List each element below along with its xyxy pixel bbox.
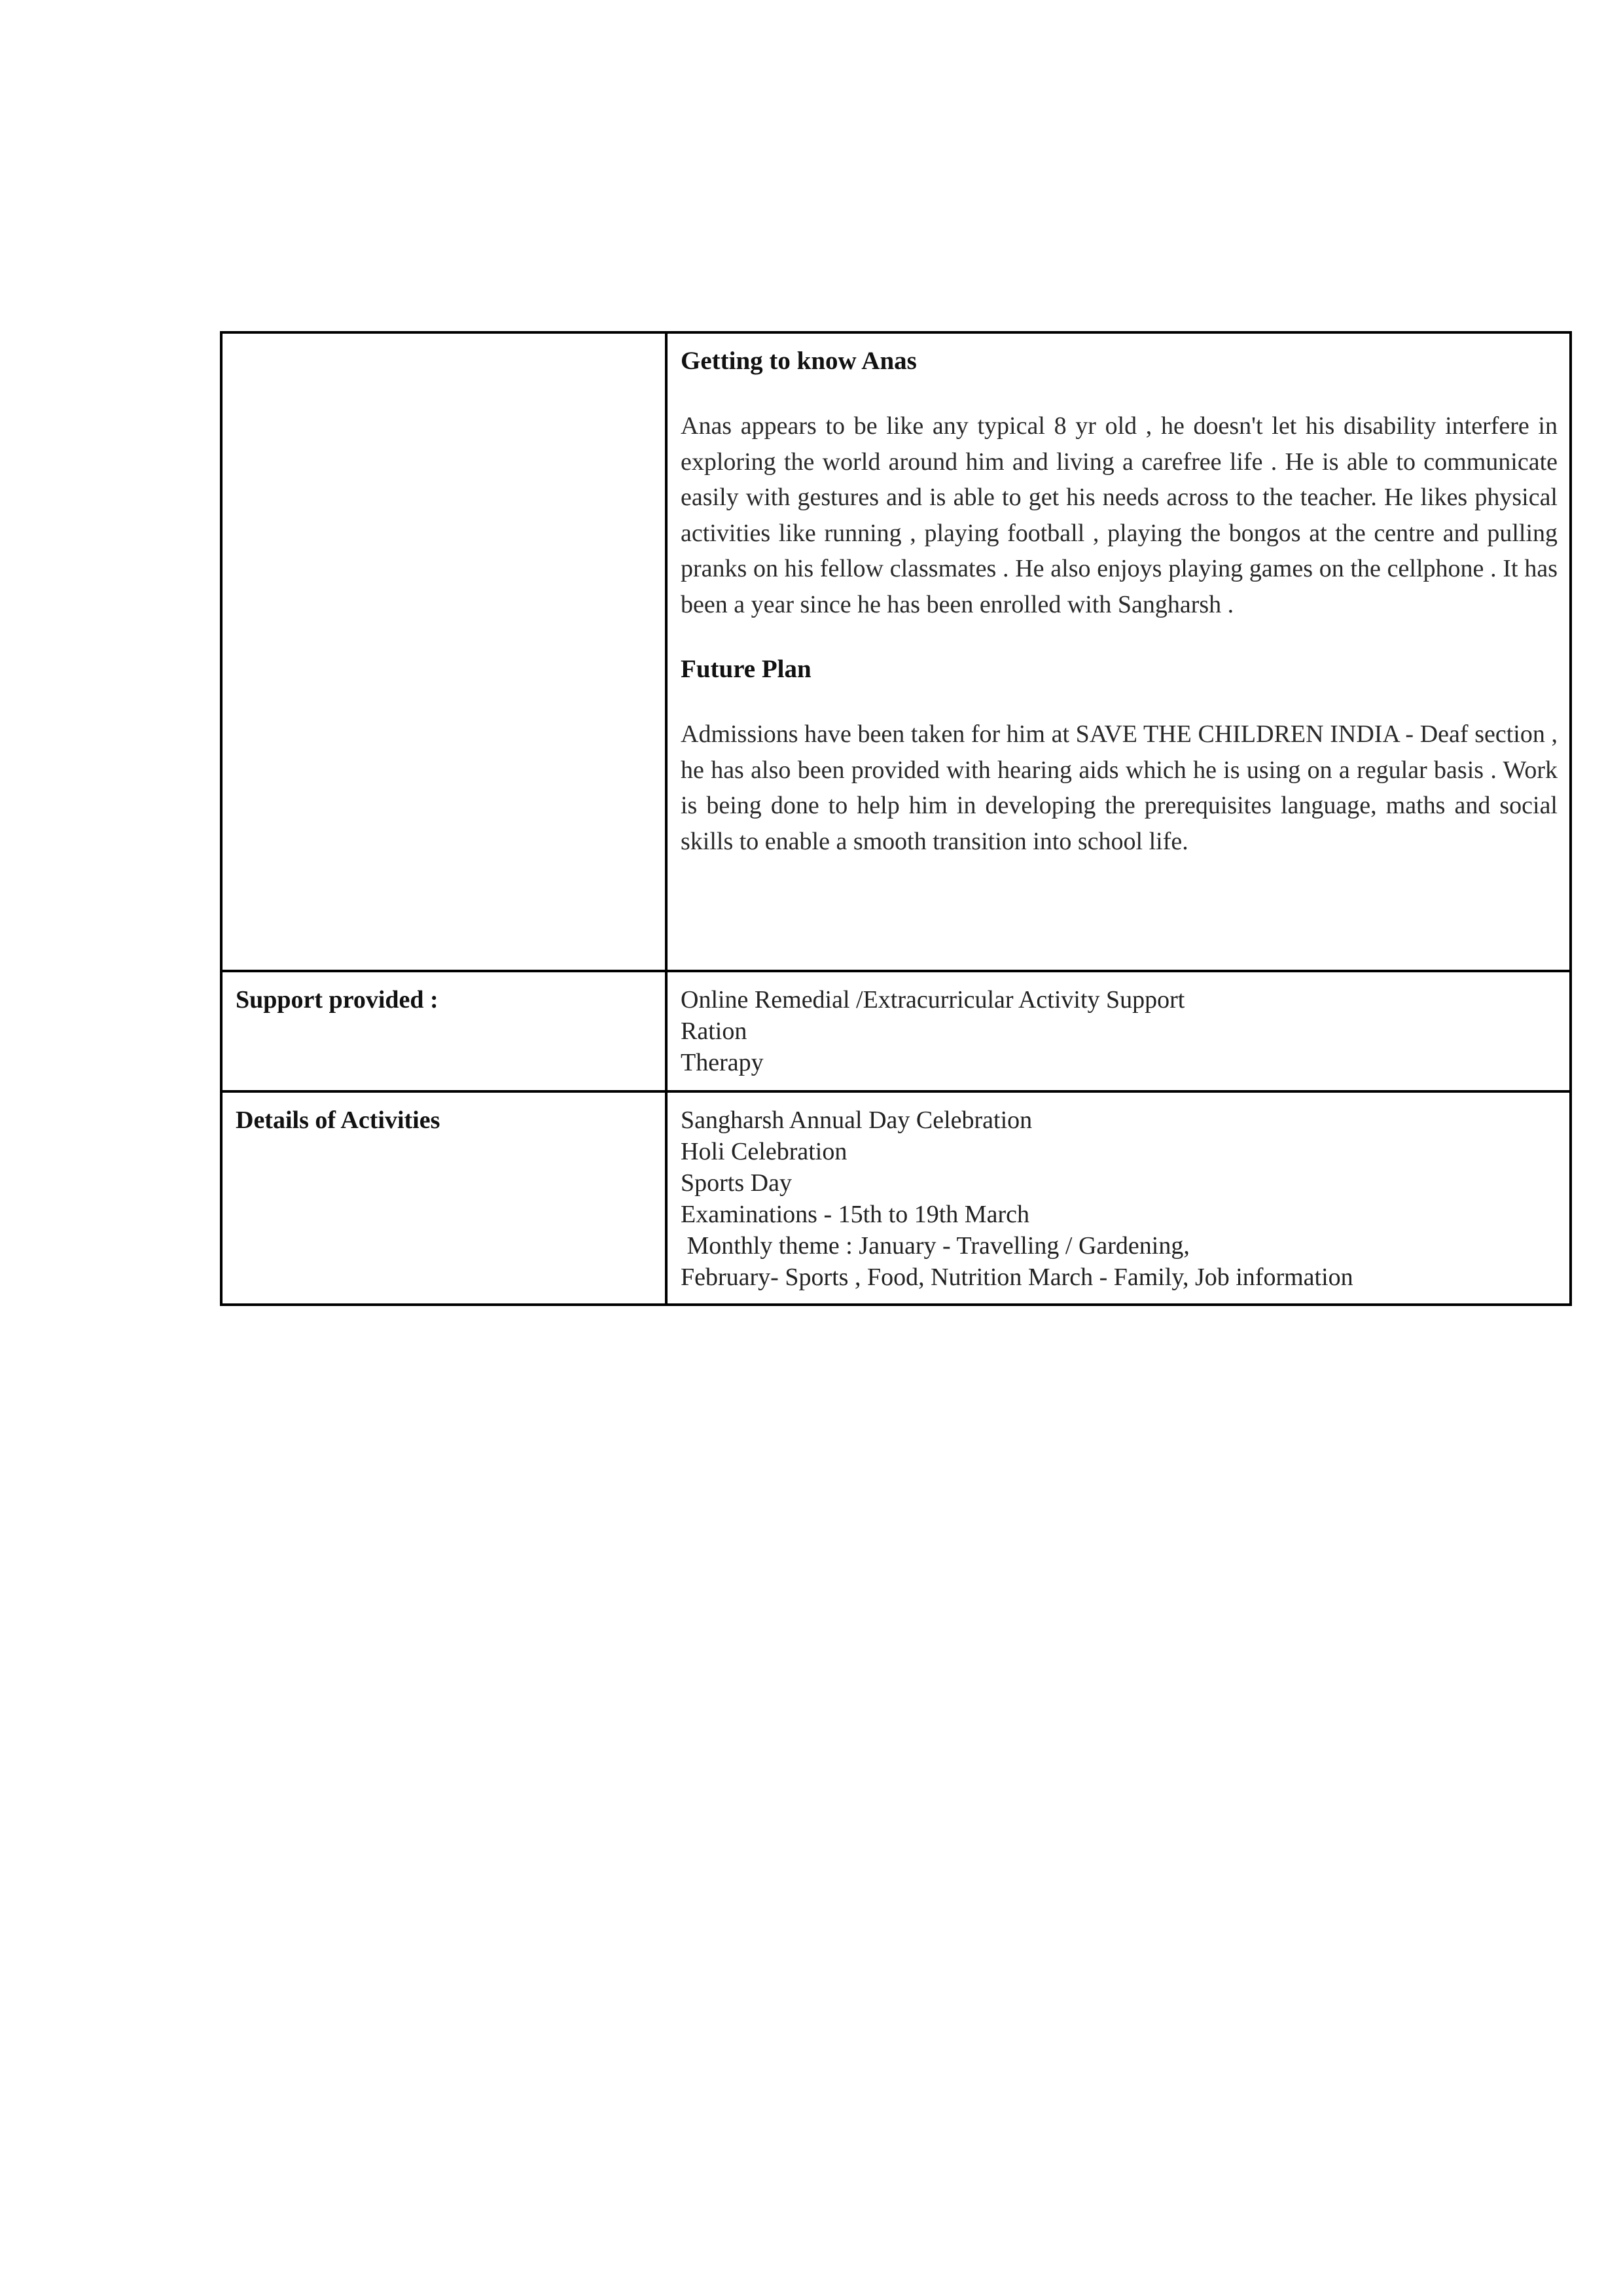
support-list (668, 972, 1569, 1078)
support-label-cell (221, 971, 666, 1091)
future-plan-paragraph: Admissions have been taken for him at SAVE THE CHILDREN INDIA - Deaf section , he has also been provided with hearing aids which he is using on a regular basis . Work is being done to help him in developing the prerequisites language, maths and social skills to enable a smooth transition into school life. (681, 720, 1558, 855)
activity-item: Sports Day (681, 1169, 792, 1197)
activities-list (668, 1093, 1569, 1293)
support-item: Therapy (681, 1049, 764, 1076)
activities-row (221, 1091, 1571, 1305)
support-items-cell (666, 971, 1571, 1091)
intro-left-cell (221, 332, 666, 971)
activities-label: Details of Activities (236, 1106, 440, 1134)
getting-to-know-heading: Getting to know Anas (681, 347, 917, 375)
intro-row (221, 332, 1571, 971)
support-row (221, 971, 1571, 1091)
activity-item: Monthly theme : January - Travelling / Gardening, (681, 1232, 1190, 1260)
support-label: Support provided : (236, 986, 438, 1014)
activity-item: Examinations - 15th to 19th March (681, 1201, 1029, 1228)
activity-item: February- Sports , Food, Nutrition March - Family, Job information (681, 1263, 1353, 1291)
getting-to-know-paragraph: Anas appears to be like any typical 8 yr old , he doesn't let his disability interfere in exploring the world around him and living a carefree life . He is able to communicate easily with gestures and is able to get his needs across to the teacher. He likes physical activities like running , playing football , playing the bongos at the centre and pulling pranks on his fellow classmates . He also enjoys playing games on the cellphone . It has been a year since he has been enrolled with Sangharsh . (681, 412, 1558, 618)
report-table (220, 331, 1572, 1306)
activities-items-cell (666, 1091, 1571, 1305)
activity-item: Holi Celebration (681, 1138, 847, 1165)
future-plan-heading: Future Plan (681, 655, 812, 683)
intro-right-cell (666, 332, 1571, 971)
support-item: Online Remedial /Extracurricular Activity Support (681, 986, 1185, 1014)
activity-item: Sangharsh Annual Day Celebration (681, 1106, 1033, 1134)
activities-label-cell (221, 1091, 666, 1305)
support-item: Ration (681, 1017, 747, 1045)
